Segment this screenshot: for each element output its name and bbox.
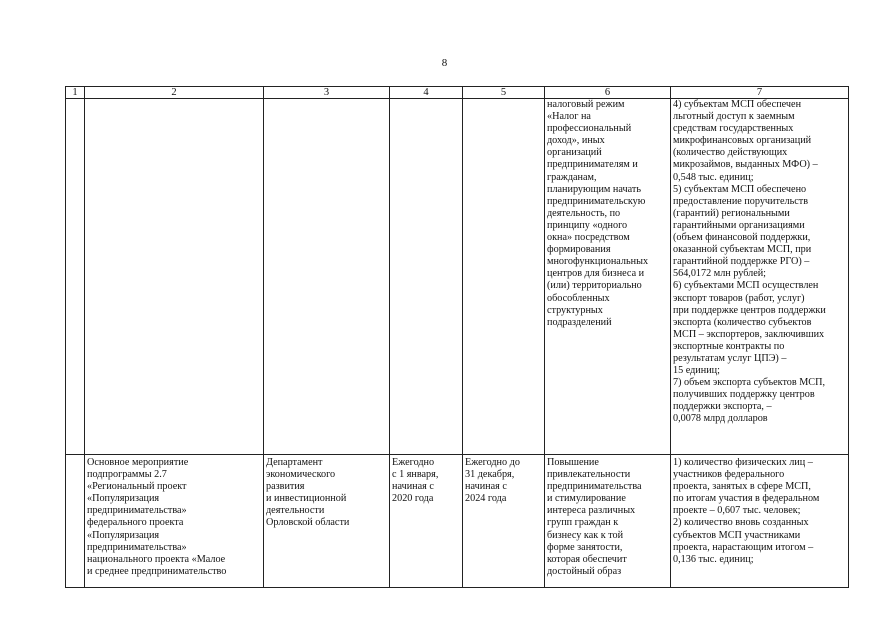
row2-executor-cell: Департамент экономического развития и инвестиционной деятельности Орловской области — [264, 455, 390, 588]
header-cell-4: 4 — [390, 87, 463, 99]
header-row — [66, 87, 849, 99]
header-cell-5: 5 — [463, 87, 545, 99]
header-cell-6: 6 — [545, 87, 671, 99]
row1-start-cell — [390, 99, 463, 455]
header-cell-7: 7 — [671, 87, 849, 99]
row1-executor-cell — [264, 99, 390, 455]
table-row — [66, 99, 849, 455]
row2-end-cell: Ежегодно до 31 декабря, начиная с 2024 года — [463, 455, 545, 588]
row1-result-cell: налоговый режим «Налог на профессиональный доход», иных организаций предпринимателям и гражданам, планирующим начать предпринимательскую деятельность, по принципу «одного окна» посредством формирования многофункциональных центров для бизнеса и (или) территориально обособленных структурных подразделений — [545, 99, 671, 455]
row1-end-cell — [463, 99, 545, 455]
row1-activity-cell — [85, 99, 264, 455]
row2-indicators-cell: 1) количество физических лиц – участников федерального проекта, занятых в сфере МСП, по итогам участия в федеральном проекте – 0,607 тыс. человек; 2) количество вновь созданных субъектов МСП участниками проекта, нарастающим итогом – 0,136 тыс. единиц; — [671, 455, 849, 588]
row1-indicators-cell: 4) субъектам МСП обеспечен льготный доступ к заемным средствам государственных микрофинансовых организаций (количество действующих микрозаймов, выданных МФО) – 0,548 тыс. единиц; 5) субъектам МСП обеспечено предоставление поручительств (гарантий) региональными гарантийными организациями (объем финансовой поддержки, оказанной субъектам МСП, при гарантийной поддержке РГО) – 564,0172 млн рублей; 6) субъектами МСП осуществлен экспорт товаров (работ, услуг) при поддержке центров поддержки экспорта (количество субъектов МСП – экспортеров, заключивших экспортные контракты по результатам услуг ЦПЭ) – 15 единиц; 7) объем экспорта субъектов МСП, получивших поддержку центров поддержки экспорта, – 0,0078 млрд долларов — [671, 99, 849, 455]
row2-result-cell: Повышение привлекательности предпринимательства и стимулирование интереса различных групп граждан к бизнесу как к той форме занятости, которая обеспечит достойный образ — [545, 455, 671, 588]
page-number: 8 — [441, 57, 448, 69]
header-cell-1: 1 — [66, 87, 85, 99]
row1-number-cell — [66, 99, 85, 455]
row2-number-cell — [66, 455, 85, 588]
row2-activity-cell: Основное мероприятие подпрограммы 2.7 «Региональный проект «Популяризация предпринимательства» федерального проекта «Популяризация предпринимательства» национального проекта «Малое и среднее предпринимательство — [85, 455, 264, 588]
table-row — [66, 455, 849, 588]
header-cell-3: 3 — [264, 87, 390, 99]
program-table — [65, 86, 849, 588]
row2-start-cell: Ежегодно с 1 января, начиная с 2020 года — [390, 455, 463, 588]
header-cell-2: 2 — [85, 87, 264, 99]
